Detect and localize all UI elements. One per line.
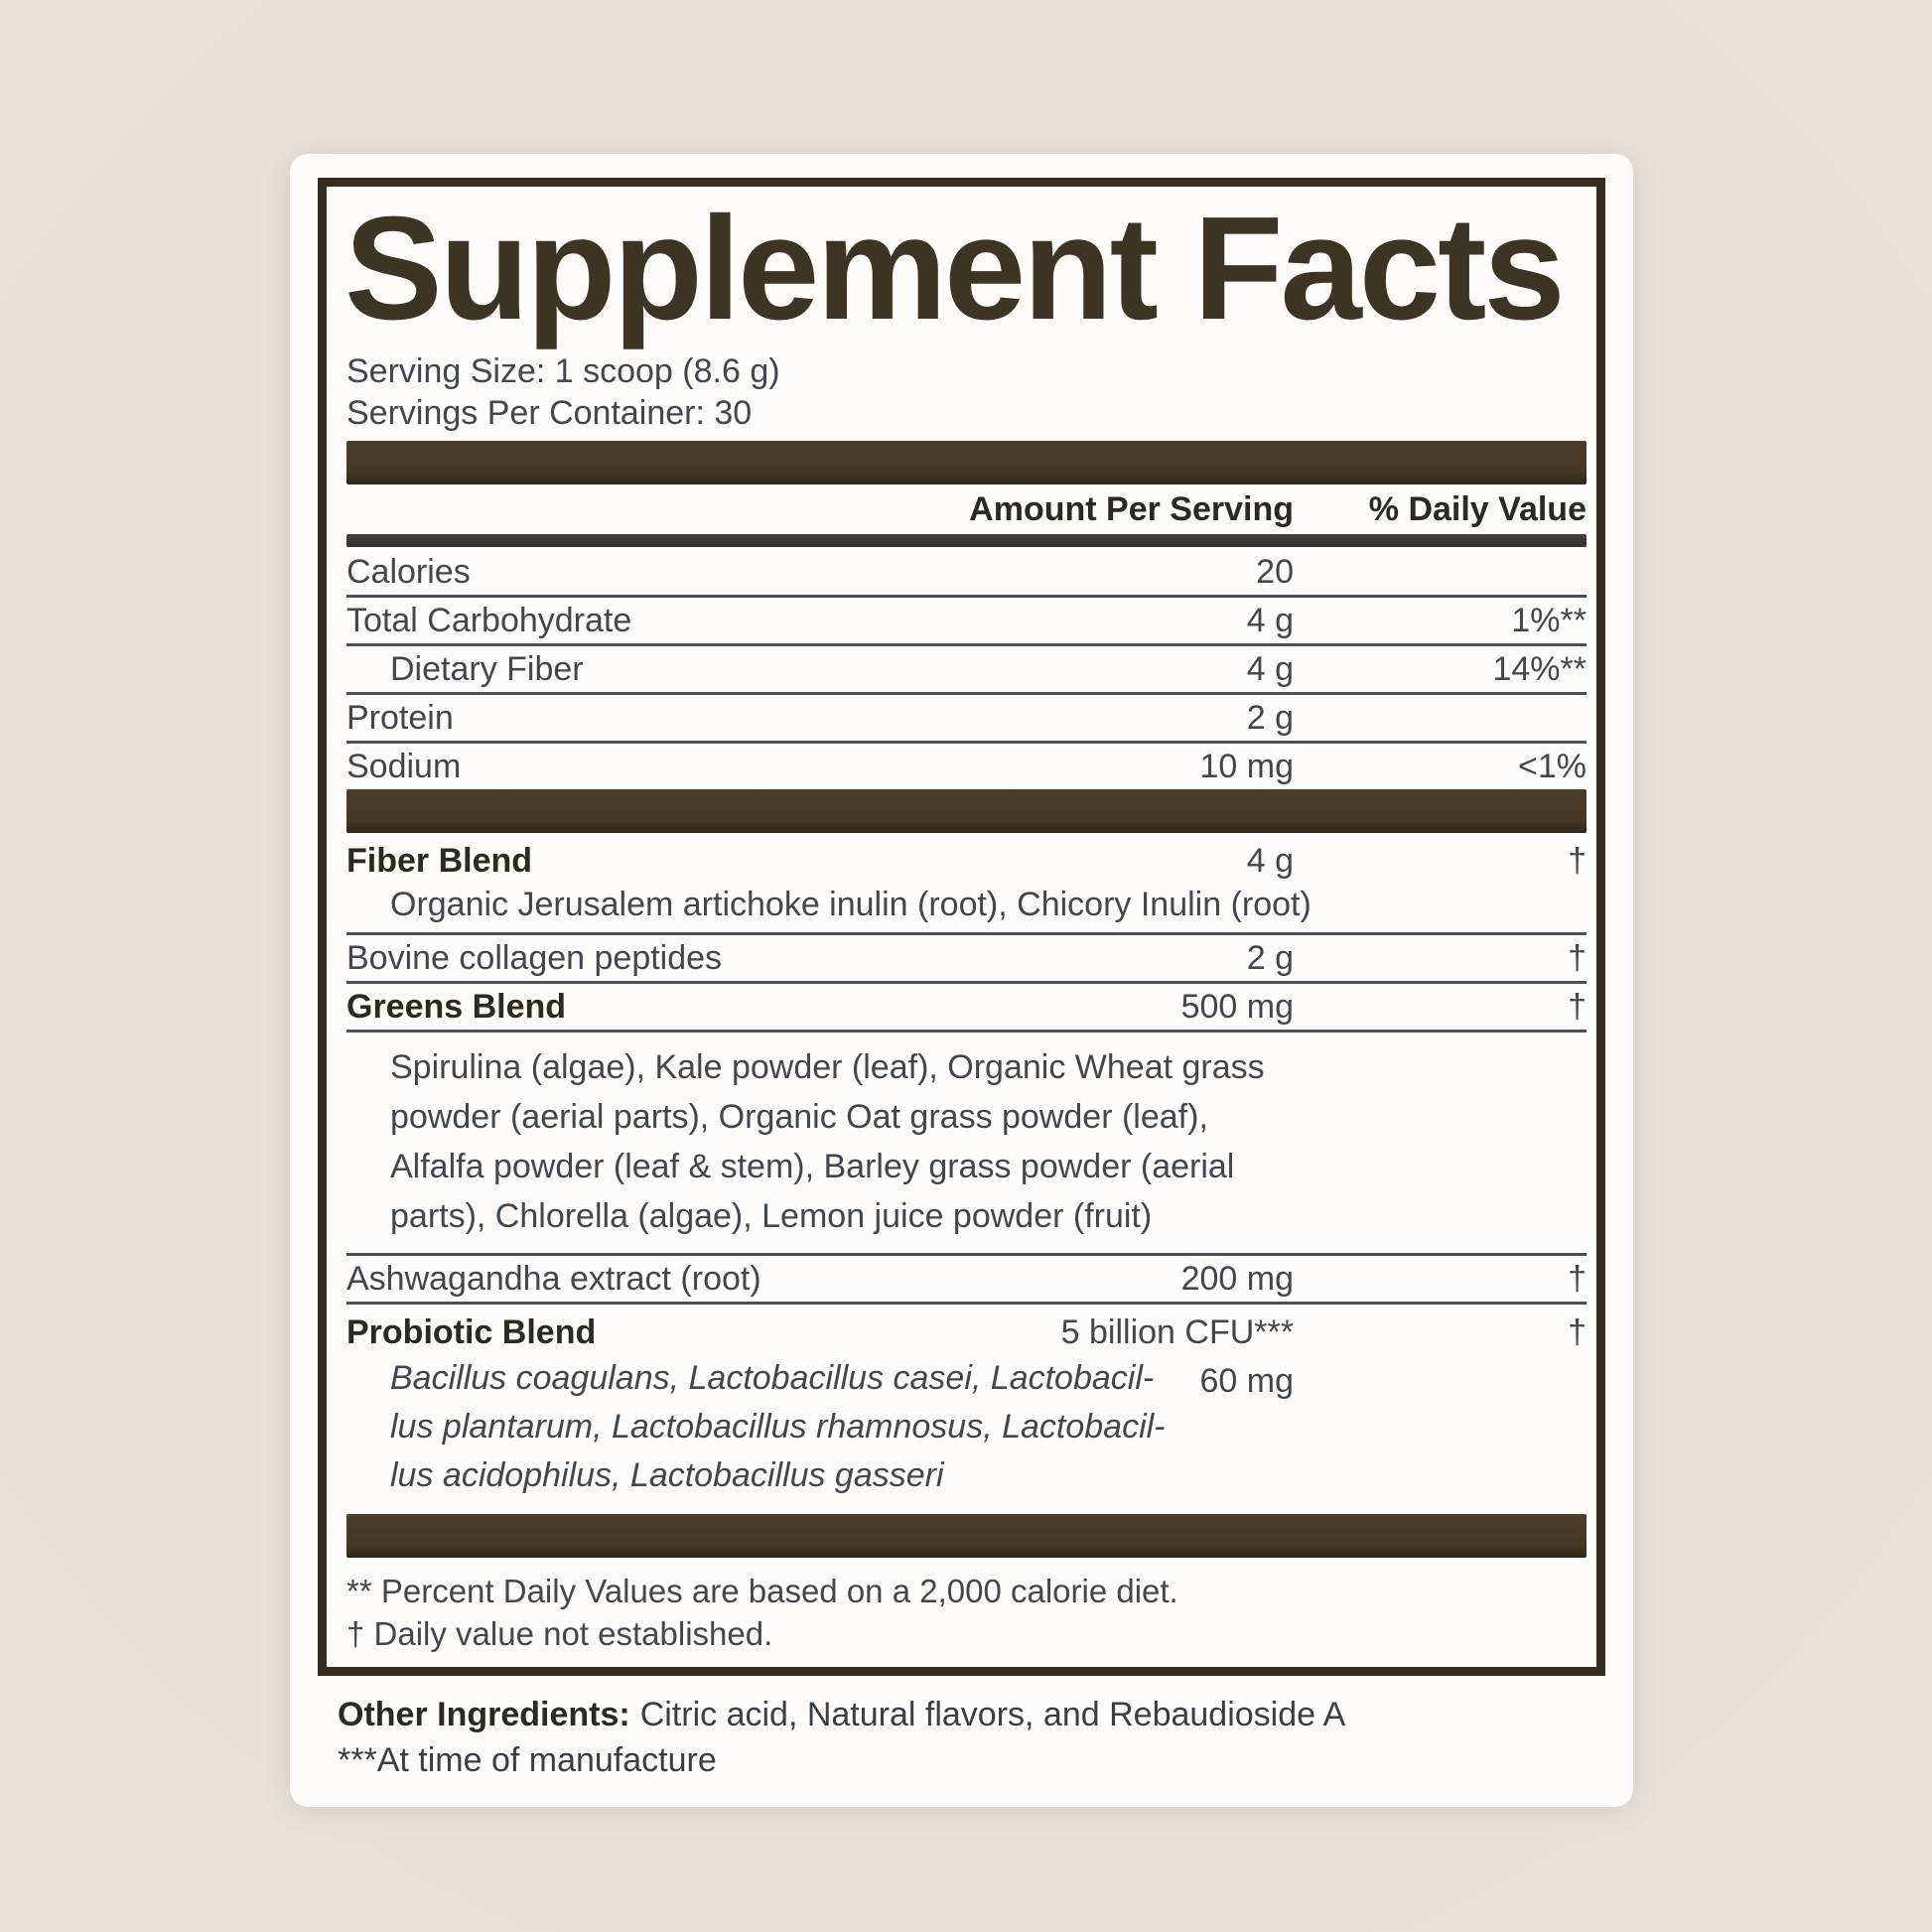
servings-per-container-text: Servings Per Container: 30 <box>346 394 753 433</box>
probiotic-species-line: lus acidophilus, Lactobacillus gasseri <box>390 1456 944 1495</box>
greens-blend-dagger: † <box>1568 988 1587 1027</box>
dietary-fiber-amount: 4 g <box>1246 650 1294 689</box>
divider-bar-bottom <box>346 1514 1587 1558</box>
protein-amount: 2 g <box>1246 699 1294 738</box>
ashwagandha-dagger: † <box>1568 1260 1587 1299</box>
greens-ingredients-paragraph <box>346 1033 1587 1256</box>
divider-bar-middle <box>346 789 1587 833</box>
fiber-blend-amount: 4 g <box>1246 842 1294 881</box>
footnote-daily-values: ** Percent Daily Values are based on a 2,000 calorie diet. <box>346 1573 1178 1610</box>
probiotic-species-line: lus plantarum, Lactobacillus rhamnosus, Lactobacil- <box>390 1408 1166 1447</box>
fiber-blend-ingredients: Organic Jerusalem artichoke inulin (root), Chicory Inulin (root) <box>390 886 1311 924</box>
ashwagandha-row <box>346 1256 1587 1305</box>
dietary-fiber-dv: 14%** <box>1492 650 1587 689</box>
greens-blend-label: Greens Blend <box>346 988 567 1027</box>
fiber-blend-label: Fiber Blend <box>346 842 533 881</box>
serving-size-text: Serving Size: 1 scoop (8.6 g) <box>346 352 780 391</box>
total-carbohydrate-label: Total Carbohydrate <box>346 602 632 640</box>
greens-ingredients-line: Spirulina (algae), Kale powder (leaf), Organic Wheat grass <box>390 1048 1265 1087</box>
row-protein <box>346 695 1587 744</box>
panel-title: Supplement Facts <box>345 187 1563 350</box>
total-carbohydrate-dv: 1%** <box>1511 602 1587 640</box>
other-ingredients-text: Citric acid, Natural flavors, and Rebaudioside A <box>639 1696 1346 1734</box>
greens-blend-amount: 500 mg <box>1180 988 1294 1027</box>
row-dietary-fiber <box>346 646 1587 695</box>
probiotic-species-text <box>346 1354 1587 1500</box>
sodium-amount: 10 mg <box>1199 748 1294 786</box>
probiotic-mg-amount: 60 mg <box>1199 1362 1294 1401</box>
other-ingredients-label: Other Ingredients: <box>338 1696 630 1734</box>
total-carbohydrate-amount: 4 g <box>1246 602 1294 640</box>
facts-frame <box>318 178 1605 1676</box>
supplement-facts-card <box>290 154 1633 1807</box>
calories-amount: 20 <box>1256 553 1294 592</box>
header-underline-bar <box>346 534 1587 547</box>
bovine-collagen-label: Bovine collagen peptides <box>346 939 723 978</box>
bovine-collagen-dagger: † <box>1568 939 1587 978</box>
column-header-row <box>346 484 1587 534</box>
fiber-blend-row <box>346 833 1587 935</box>
row-calories <box>346 549 1587 598</box>
greens-ingredients-line: powder (aerial parts), Organic Oat grass powder (leaf), <box>390 1098 1208 1137</box>
probiotic-blend-row <box>346 1305 1587 1514</box>
greens-ingredients-line: Alfalfa powder (leaf & stem), Barley grass powder (aerial <box>390 1148 1235 1186</box>
row-total-carbohydrate <box>346 598 1587 646</box>
greens-ingredients-line: parts), Chlorella (algae), Lemon juice powder (fruit) <box>390 1197 1153 1236</box>
greens-blend-row <box>346 984 1587 1033</box>
probiotic-blend-dagger: † <box>1568 1313 1587 1352</box>
other-ingredients-section <box>338 1692 1605 1783</box>
manufacture-note: ***At time of manufacture <box>338 1741 717 1780</box>
ashwagandha-amount: 200 mg <box>1180 1260 1294 1299</box>
footnote-not-established: † Daily value not established. <box>346 1615 773 1653</box>
protein-label: Protein <box>346 699 454 738</box>
bovine-collagen-amount: 2 g <box>1246 939 1294 978</box>
bovine-collagen-row <box>346 935 1587 984</box>
probiotic-blend-amount: 5 billion CFU*** <box>1060 1313 1294 1352</box>
fiber-blend-dagger: † <box>1568 842 1587 881</box>
amount-per-serving-header: Amount Per Serving <box>969 490 1294 529</box>
dietary-fiber-label: Dietary Fiber <box>390 650 584 689</box>
divider-bar-top <box>346 441 1587 484</box>
sodium-dv: <1% <box>1518 748 1587 786</box>
row-sodium <box>346 744 1587 789</box>
daily-value-header: % Daily Value <box>1368 490 1587 529</box>
calories-label: Calories <box>346 553 471 592</box>
probiotic-blend-label: Probiotic Blend <box>346 1313 597 1352</box>
sodium-label: Sodium <box>346 748 462 786</box>
probiotic-species-line: Bacillus coagulans, Lactobacillus casei, Lactobacil- <box>390 1359 1155 1398</box>
ashwagandha-label: Ashwagandha extract (root) <box>346 1260 761 1299</box>
